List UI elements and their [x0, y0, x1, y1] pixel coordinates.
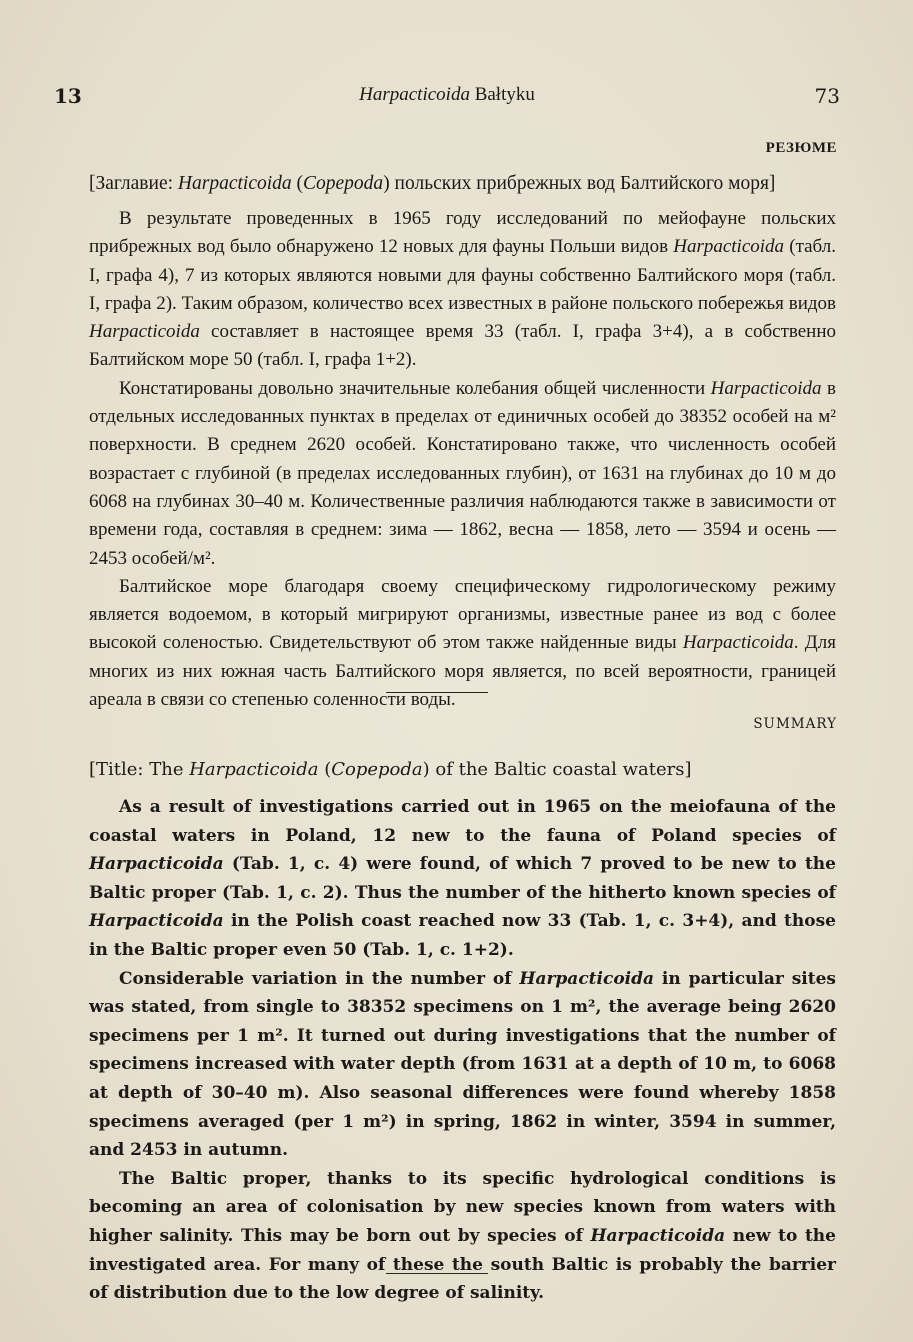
summary-title-open: [Title: The	[89, 759, 190, 780]
summary-p1-c: in the Polish coast reached now 33 (Tab. 1, c. 3+4), and those in the Baltic proper even 50 (Tab. 1, c. 1+2).	[89, 911, 836, 960]
summary-paragraph-1	[89, 793, 836, 965]
summary-body	[89, 793, 836, 1308]
summary-title-mid: (	[318, 759, 332, 780]
summary-title	[89, 759, 836, 780]
summary-paragraph-2	[89, 965, 836, 1165]
summary-p3-b: new to the investigated area. For many of these the south Baltic is probably the barrier of distribution due to the low degree of salinity.	[89, 1225, 836, 1304]
resume-p1-c: составляет в настоящее время 33 (табл. I, графа 3+4), а в собственно Балтийском море 50 (табл. I, графа 1+2).	[89, 321, 836, 371]
summary-paragraph-3	[89, 1165, 836, 1308]
resume-title-italic-2: Copepoda	[303, 173, 384, 194]
summary-title-rest: ) of the Baltic coastal waters]	[422, 759, 692, 780]
resume-title-italic-1: Harpacticoida	[177, 173, 292, 194]
resume-paragraph-3	[89, 573, 836, 714]
summary-title-italic-2: Copepoda	[331, 759, 423, 780]
resume-heading: РЕЗЮМЕ	[765, 140, 837, 156]
resume-p3-b: . Для многих из них южная часть Балтийского моря является, по всей вероятности, границей ареала в связи со степенью соленности воды.	[89, 632, 836, 711]
summary-p1-a: As a result of investigations carried out in 1965 on the meiofauna of the coastal waters in Poland, 12 new to the fauna of Poland species of	[89, 797, 836, 846]
summary-title-italic-1: Harpacticoida	[189, 759, 319, 780]
resume-body	[89, 205, 836, 714]
resume-paragraph-2	[89, 375, 836, 573]
running-title	[54, 84, 840, 106]
summary-p3-a: The Baltic proper, thanks to its specific hydrological conditions is becoming an area of colonisation by new species known from waters with higher salinity. This may be born out by species of	[89, 1168, 836, 1246]
resume-title-rest: ) польских прибрежных вод Балтийского моря]	[383, 173, 776, 194]
header-left-number: 13	[54, 84, 82, 108]
resume-title-mid: (	[291, 173, 304, 194]
summary-p3-italic-1: Harpacticoida	[590, 1225, 726, 1246]
summary-p1-italic-2: Harpacticoida	[89, 911, 224, 932]
summary-p2-b: in particular sites was stated, from single to 38352 specimens on 1 m², the average being 2620 specimens per 1 m². It turned out during investigations that the number of specimens increased with water depth (from 1631 at a depth of 10 m, to 6068 at depth of 30–40 m). Also seasonal differences were found whereby 1858 specimens averaged (per 1 m²) in spring, 1862 in winter, 3594 in summer, and 2453 in autumn.	[89, 968, 836, 1161]
running-title-rest: Bałtyku	[469, 84, 535, 105]
resume-p2-b: в отдельных исследованных пунктах в пределах от единичных особей до 38352 особей на м² поверхности. В среднем 2620 особей. Констатировано также, что численность особей возрастает с глубиной (в пределах исследованных глубин), от 1631 на глубинах до 10 м до 6068 на глубинах 30–40 м. Количественные различия наблюдаются также в зависимости от времени года, составляя в среднем: зима — 1862, весна — 1858, лето — 3594 и осень — 2453 особей/м².	[89, 377, 836, 569]
running-title-italic: Harpacticoida	[359, 84, 470, 105]
resume-p1-a: В результате проведенных в 1965 году исследований по мейофауне польских прибрежных вод было обнаружено 12 новых для фауны Польши видов	[89, 208, 836, 258]
section-divider-2	[386, 1273, 488, 1274]
page-number: 73	[814, 84, 840, 108]
resume-paragraph-1	[89, 205, 836, 375]
summary-p1-b: (Tab. 1, c. 4) were found, of which 7 proved to be new to the Baltic proper (Tab. 1, c. 2). Thus the number of the hitherto known species of	[89, 854, 836, 903]
resume-title	[89, 173, 836, 195]
running-header	[54, 84, 840, 114]
summary-p1-italic-1: Harpacticoida	[89, 854, 224, 875]
resume-p3-a: Балтийское море благодаря своему специфическому гидрологическому режиму является водоемом, в который мигрируют организмы, известные ранее из вод с более высокой соленостью. Свидетельствуют об этом также найденные виды	[89, 575, 836, 654]
resume-p2-italic-1: Harpacticoida	[710, 377, 822, 399]
resume-p1-italic-2: Harpacticoida	[89, 321, 200, 343]
resume-p1-italic-1: Harpacticoida	[673, 236, 785, 258]
resume-title-open: [Заглавие:	[89, 173, 178, 194]
summary-p2-italic-1: Harpacticoida	[519, 968, 655, 989]
resume-p1-b: (табл. I, графа 4), 7 из которых являются новыми для фауны собственно Балтийского моря (табл. I, графа 2). Таким образом, количество всех известных в районе польского побережья видов	[89, 236, 836, 314]
resume-p2-a: Констатированы довольно значительные колебания общей численности	[119, 377, 711, 399]
summary-heading: SUMMARY	[753, 716, 837, 732]
section-divider-1	[386, 692, 488, 693]
resume-p3-italic-1: Harpacticoida	[682, 632, 794, 654]
summary-p2-a: Considerable variation in the number of	[119, 968, 520, 989]
